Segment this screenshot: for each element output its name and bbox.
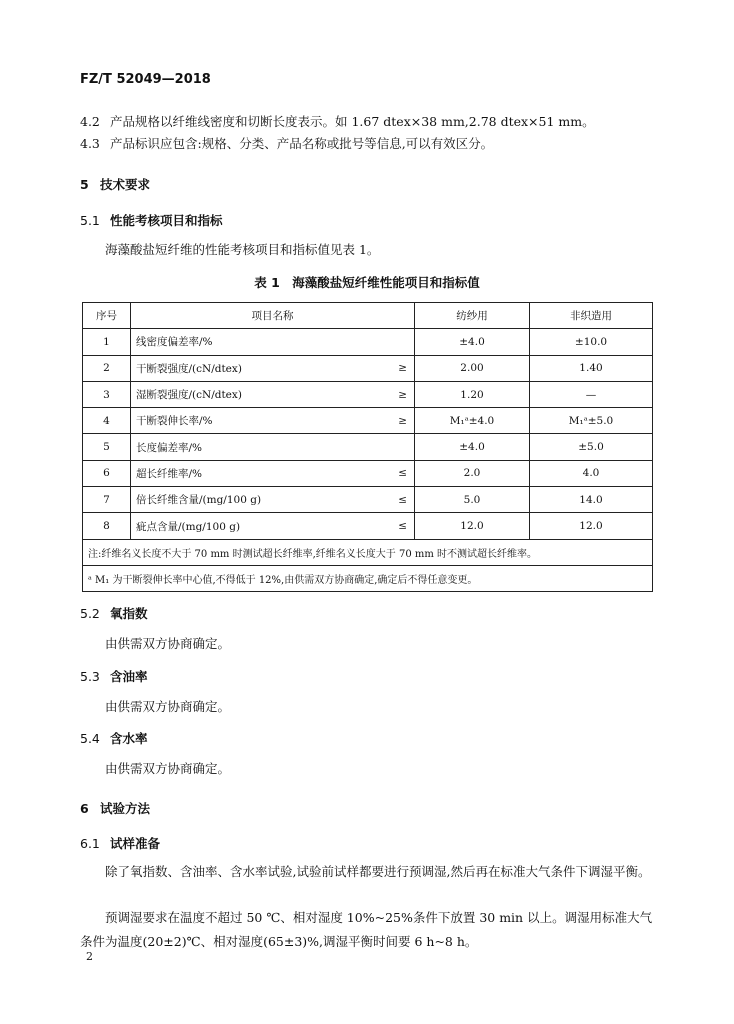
row-item-name: 疵点含量/(mg/100 g): [136, 520, 241, 533]
table-note-row: [83, 539, 653, 565]
clause-6-1-paragraph-2: 预调湿要求在温度不超过 50 ℃、相对湿度 10%~25%条件下放置 30 min 以上。调湿用标准大气条件为温度(20±2)℃、相对湿度(65±3)%,调湿平衡时间要 6 h~8 h。: [80, 910, 653, 949]
row-item-name: 长度偏差率/%: [136, 441, 203, 454]
clause-5-1-heading: [80, 211, 223, 229]
header-item: 项目名称: [131, 303, 415, 329]
clause-text: 产品标识应包含:规格、分类、产品名称或批号等信息,可以有效区分。: [110, 136, 494, 151]
row-spin-value: 12.0: [415, 513, 530, 539]
row-seq: 1: [83, 329, 131, 355]
table-row: [83, 460, 653, 486]
table-row: [83, 408, 653, 434]
section-title: 试验方法: [100, 801, 151, 816]
row-item: [131, 513, 415, 539]
row-item-name: 干断裂伸长率/%: [136, 415, 213, 428]
row-item-sign: ≤: [398, 493, 407, 506]
row-seq: 3: [83, 381, 131, 407]
row-item-sign: ≤: [398, 467, 407, 480]
section-6-heading: [80, 799, 150, 817]
row-item-name: 线密度偏差率/%: [136, 336, 213, 349]
row-item: [131, 381, 415, 407]
clause-4-3: [80, 134, 493, 152]
row-item-sign: ≥: [398, 362, 407, 375]
page-number: 2: [86, 950, 93, 963]
clause-title: 性能考核项目和指标: [110, 213, 223, 228]
row-nonwoven-value: 4.0: [530, 460, 653, 486]
section-title: 技术要求: [100, 177, 151, 192]
row-item-name: 干断裂强度/(cN/dtex): [136, 362, 242, 375]
clause-6-1-paragraph-1: 除了氧指数、含油率、含水率试验,试验前试样都要进行预调湿,然后再在标准大气条件下调湿平衡。: [105, 864, 651, 879]
clause-5-4-body: 由供需双方协商确定。: [105, 761, 231, 776]
table-header-row: [83, 303, 653, 329]
clause-5-2-heading: [80, 604, 148, 622]
clause-number: 5.1: [80, 213, 100, 228]
table-caption: 表 1 海藻酸盐短纤维性能项目和指标值: [254, 275, 480, 290]
table-footnote: ᵃ M₁ 为干断裂伸长率中心值,不得低于 12%,由供需双方协商确定,确定后不得任意变更。: [83, 565, 653, 591]
clause-5-1-body: 海藻酸盐短纤维的性能考核项目和指标值见表 1。: [105, 242, 380, 257]
row-spin-value: ±4.0: [415, 329, 530, 355]
header-nonwoven: 非织造用: [530, 303, 653, 329]
row-item: [131, 460, 415, 486]
table-footnote-row: [83, 565, 653, 591]
row-seq: 6: [83, 460, 131, 486]
clause-4-2: [80, 112, 595, 130]
clause-6-1-heading: [80, 834, 160, 852]
row-spin-value: 2.00: [415, 355, 530, 381]
header-seq: 序号: [83, 303, 131, 329]
clause-number: 5.2: [80, 606, 100, 621]
clause-number: 4.2: [80, 114, 100, 129]
row-item: [131, 487, 415, 513]
row-item: [131, 355, 415, 381]
row-item-name: 倍长纤维含量/(mg/100 g): [136, 494, 262, 507]
section-number: 5: [80, 177, 89, 192]
table-row: [83, 355, 653, 381]
table-row: [83, 513, 653, 539]
clause-5-3-heading: [80, 667, 148, 685]
performance-table: [82, 302, 653, 592]
row-nonwoven-value: 1.40: [530, 355, 653, 381]
clause-number: 4.3: [80, 136, 100, 151]
row-nonwoven-value: 12.0: [530, 513, 653, 539]
row-spin-value: M₁ᵃ±4.0: [415, 408, 530, 434]
row-seq: 8: [83, 513, 131, 539]
row-nonwoven-value: M₁ᵃ±5.0: [530, 408, 653, 434]
section-number: 6: [80, 801, 89, 816]
clause-number: 5.4: [80, 731, 100, 746]
clause-number: 5.3: [80, 669, 100, 684]
clause-5-2-body: 由供需双方协商确定。: [105, 636, 231, 651]
row-seq: 5: [83, 434, 131, 460]
row-spin-value: 2.0: [415, 460, 530, 486]
row-item: [131, 329, 415, 355]
table-note: 注:纤维名义长度不大于 70 mm 时测试超长纤维率,纤维名义长度大于 70 mm 时不测试超长纤维率。: [83, 539, 653, 565]
row-nonwoven-value: —: [530, 381, 653, 407]
row-item-sign: ≥: [398, 414, 407, 427]
table-row: [83, 434, 653, 460]
table-row: [83, 381, 653, 407]
row-spin-value: 5.0: [415, 487, 530, 513]
section-5-heading: [80, 175, 150, 193]
table-row: [83, 487, 653, 513]
clause-5-4-heading: [80, 729, 148, 747]
clause-title: 氧指数: [110, 606, 148, 621]
row-seq: 7: [83, 487, 131, 513]
row-seq: 4: [83, 408, 131, 434]
standard-code: FZ/T 52049—2018: [80, 72, 211, 87]
clause-number: 6.1: [80, 836, 100, 851]
row-item-name: 超长纤维率/%: [136, 467, 203, 480]
clause-title: 试样准备: [110, 836, 161, 851]
row-item-sign: ≤: [398, 520, 407, 533]
row-item-sign: ≥: [398, 388, 407, 401]
row-item-name: 湿断裂强度/(cN/dtex): [136, 389, 242, 402]
row-nonwoven-value: 14.0: [530, 487, 653, 513]
clause-title: 含油率: [110, 669, 148, 684]
row-item: [131, 434, 415, 460]
row-item: [131, 408, 415, 434]
row-seq: 2: [83, 355, 131, 381]
row-spin-value: 1.20: [415, 381, 530, 407]
row-nonwoven-value: ±10.0: [530, 329, 653, 355]
clause-5-3-body: 由供需双方协商确定。: [105, 699, 231, 714]
row-nonwoven-value: ±5.0: [530, 434, 653, 460]
header-spin: 纺纱用: [415, 303, 530, 329]
row-spin-value: ±4.0: [415, 434, 530, 460]
table-row: [83, 329, 653, 355]
clause-title: 含水率: [110, 731, 148, 746]
clause-text: 产品规格以纤维线密度和切断长度表示。如 1.67 dtex×38 mm,2.78 dtex×51 mm。: [110, 114, 595, 129]
